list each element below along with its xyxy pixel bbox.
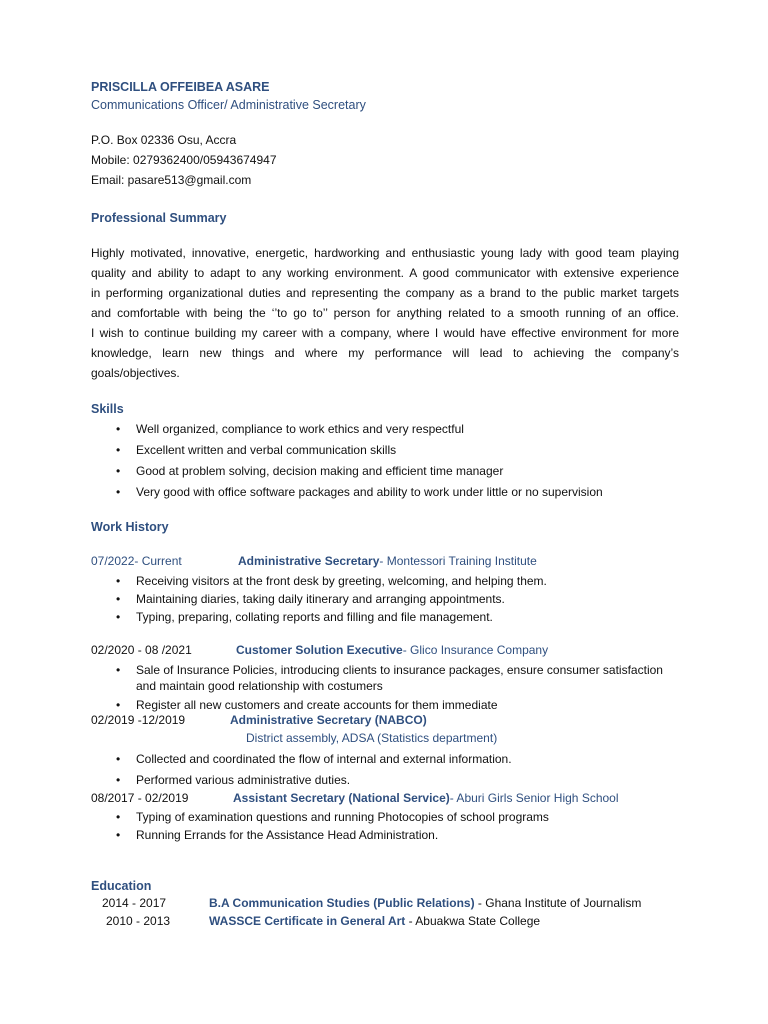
education-qualification: WASSCE Certificate in General Art	[209, 914, 406, 928]
list-item: • Very good with office software packages and ability to work under little or no supervision	[114, 482, 603, 503]
job-org: - Montessori Training Institute	[379, 554, 537, 568]
list-item: • Receiving visitors at the front desk by greeting, welcoming, and helping them.	[114, 572, 547, 590]
summary-text	[91, 243, 679, 383]
education-qualification: B.A Communication Studies (Public Relations)	[209, 896, 475, 910]
job-heading	[236, 643, 548, 657]
work-history-heading: Work History	[91, 520, 169, 534]
job-heading	[233, 791, 619, 805]
email: Email: pasare513@gmail.com	[91, 173, 252, 187]
summary-line: and comfortable with being the ‘’to go to’’ person for anything related to a smooth running of an office.	[91, 306, 679, 320]
education-school: Ghana Institute of Journalism	[485, 896, 642, 910]
job-date: 02/2019 -12/2019	[91, 713, 186, 727]
education-separator: -	[474, 896, 486, 910]
education-heading: Education	[91, 879, 152, 893]
list-item: • Performed various administrative duties.	[114, 770, 512, 791]
job-title: Assistant Secretary (National Service)	[233, 791, 450, 805]
summary-line: goals/objectives.	[91, 366, 180, 380]
summary-line: knowledge, learn new things and where my performance will lead to achieving the company’s	[91, 346, 679, 360]
list-item: • Sale of Insurance Policies, introducing clients to insurance packages, ensure consumer satisfaction	[114, 661, 663, 679]
job-bullets	[114, 808, 549, 844]
job-title: Customer Solution Executive	[236, 643, 403, 657]
list-item: • Collected and coordinated the flow of internal and external information.	[114, 749, 512, 770]
job-bullets	[114, 661, 663, 679]
list-item: • Running Errands for the Assistance Head Administration.	[114, 826, 549, 844]
list-item: • Typing of examination questions and running Photocopies of school programs	[114, 808, 549, 826]
job-org: - Glico Insurance Company	[402, 643, 549, 657]
job-title: Administrative Secretary (NABCO)	[230, 713, 427, 727]
mobile: Mobile: 0279362400/05943674947	[91, 153, 277, 167]
list-item: • Register all new customers and create accounts for them immediate	[114, 696, 498, 714]
summary-line: quality and ability to adapt to any working environment. A good communicator with extensive experience	[91, 266, 679, 280]
job-title: Administrative Secretary	[238, 554, 380, 568]
candidate-name: PRISCILLA OFFEIBEA ASARE	[91, 80, 270, 94]
education-separator: -	[405, 914, 416, 928]
job-heading	[238, 554, 537, 568]
job-bullets	[114, 696, 498, 714]
education-entry	[209, 896, 641, 910]
job-title-header: Communications Officer/ Administrative Secretary	[91, 98, 366, 112]
list-item: • Typing, preparing, collating reports and filling and file management.	[114, 608, 547, 626]
job-bullets	[114, 572, 547, 626]
summary-line: in performing organizational duties and representing the company as a brand to the public market targets	[91, 286, 679, 300]
skills-list	[114, 419, 603, 503]
summary-heading: Professional Summary	[91, 211, 227, 225]
job-date: 07/2022- Current	[91, 554, 182, 568]
job-bullet-continuation: and maintain good relationship with costumers	[136, 679, 383, 693]
list-item: • Well organized, compliance to work ethics and very respectful	[114, 419, 603, 440]
job-date: 02/2020 - 08 /2021	[91, 643, 192, 657]
job-date: 08/2017 - 02/2019	[91, 791, 189, 805]
job-bullets	[114, 749, 512, 791]
summary-line: Highly motivated, innovative, energetic, hardworking and enthusiastic young lady with good team playing	[91, 246, 679, 260]
address: P.O. Box 02336 Osu, Accra	[91, 133, 237, 147]
education-years: 2010 - 2013	[106, 914, 171, 928]
job-org: District assembly, ADSA (Statistics department)	[246, 731, 498, 745]
education-years: 2014 - 2017	[102, 896, 167, 910]
summary-line: I wish to continue building my career with a company, where I would have effective environment for more	[91, 326, 679, 340]
skills-heading: Skills	[91, 402, 124, 416]
list-item: • Excellent written and verbal communication skills	[114, 440, 603, 461]
job-org: - Aburi Girls Senior High School	[449, 791, 619, 805]
list-item: • Good at problem solving, decision making and efficient time manager	[114, 461, 603, 482]
education-school: Abuakwa State College	[415, 914, 541, 928]
list-item: • Maintaining diaries, taking daily itinerary and arranging appointments.	[114, 590, 547, 608]
education-entry	[209, 914, 540, 928]
